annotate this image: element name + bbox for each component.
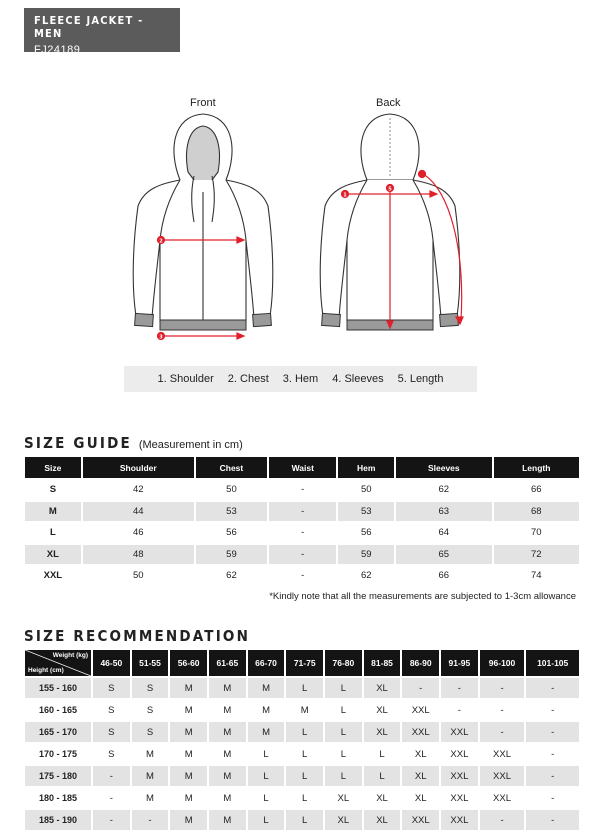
recommended-size-cell: L xyxy=(325,678,362,698)
size-guide-cell: 66 xyxy=(494,480,579,500)
weight-column-header: 76-80 xyxy=(325,650,362,676)
weight-column-header: 56-60 xyxy=(170,650,207,676)
height-range-cell: 155 - 160 xyxy=(25,678,91,698)
recommendation-row xyxy=(25,744,579,764)
height-range-cell: 170 - 175 xyxy=(25,744,91,764)
recommended-size-cell: XXL xyxy=(480,744,525,764)
back-label: Back xyxy=(376,97,401,109)
recommended-size-cell: XXL xyxy=(402,722,439,742)
recommended-size-cell: S xyxy=(132,722,169,742)
size-guide-cell: S xyxy=(25,480,81,500)
recommended-size-cell: - xyxy=(526,700,579,720)
height-range-cell: 185 - 190 xyxy=(25,810,91,830)
size-guide-cell: 68 xyxy=(494,502,579,522)
corner-weight-label: Weight (kg) xyxy=(52,652,88,659)
recommended-size-cell: L xyxy=(325,700,362,720)
recommended-size-cell: M xyxy=(170,722,207,742)
size-guide-cell: 50 xyxy=(196,480,267,500)
recommended-size-cell: M xyxy=(170,678,207,698)
recommended-size-cell: M xyxy=(248,722,285,742)
jacket-front-illustration xyxy=(118,110,288,350)
recommended-size-cell: M xyxy=(209,788,246,808)
recommended-size-cell: S xyxy=(93,722,130,742)
svg-text:5: 5 xyxy=(388,186,392,193)
recommended-size-cell: - xyxy=(93,810,130,830)
recommended-size-cell: L xyxy=(286,744,323,764)
recommended-size-cell: L xyxy=(286,788,323,808)
recommended-size-cell: XXL xyxy=(441,788,478,808)
size-guide-cell: 50 xyxy=(83,566,194,586)
recommended-size-cell: XL xyxy=(364,810,401,830)
rec-corner-cell xyxy=(25,650,91,676)
size-guide-cell: M xyxy=(25,502,81,522)
size-guide-cell: 70 xyxy=(494,523,579,543)
weight-column-header: 91-95 xyxy=(441,650,478,676)
legend-sleeves: 4. Sleeves xyxy=(332,373,384,385)
recommended-size-cell: M xyxy=(170,788,207,808)
recommended-size-cell: XL xyxy=(364,788,401,808)
size-recommendation-title: SIZE RECOMMENDATION xyxy=(24,627,251,645)
recommended-size-cell: - xyxy=(526,810,579,830)
corner-height-label: Height (cm) xyxy=(28,667,64,674)
recommendation-row xyxy=(25,766,579,786)
recommended-size-cell: L xyxy=(325,744,362,764)
recommended-size-cell: - xyxy=(526,678,579,698)
size-guide-cell: - xyxy=(269,523,336,543)
size-guide-cell: - xyxy=(269,480,336,500)
weight-column-header: 46-50 xyxy=(93,650,130,676)
recommended-size-cell: S xyxy=(93,744,130,764)
recommended-size-cell: XL xyxy=(364,678,401,698)
recommended-size-cell: L xyxy=(248,766,285,786)
size-guide-row xyxy=(25,566,579,586)
measurement-legend xyxy=(124,366,477,392)
legend-hem: 3. Hem xyxy=(282,373,319,385)
size-guide-cell: 46 xyxy=(83,523,194,543)
recommended-size-cell: - xyxy=(480,810,525,830)
recommended-size-cell: L xyxy=(248,744,285,764)
recommended-size-cell: M xyxy=(209,678,246,698)
weight-column-header: 61-65 xyxy=(209,650,246,676)
recommended-size-cell: XL xyxy=(402,744,439,764)
product-code: FJ24189 xyxy=(34,44,81,56)
allowance-note: *Kindly note that all the measurements are subjected to 1-3cm allowance xyxy=(269,591,576,602)
recommended-size-cell: S xyxy=(93,678,130,698)
recommended-size-cell: M xyxy=(209,810,246,830)
height-range-cell: 180 - 185 xyxy=(25,788,91,808)
size-guide-cell: 74 xyxy=(494,566,579,586)
size-guide-cell: 56 xyxy=(196,523,267,543)
weight-column-header: 51-55 xyxy=(132,650,169,676)
size-guide-table xyxy=(23,455,581,588)
height-range-cell: 175 - 180 xyxy=(25,766,91,786)
recommended-size-cell: L xyxy=(248,810,285,830)
recommended-size-cell: L xyxy=(364,744,401,764)
recommended-size-cell: L xyxy=(286,766,323,786)
size-guide-cell: 53 xyxy=(338,502,394,522)
recommended-size-cell: L xyxy=(286,678,323,698)
recommended-size-cell: S xyxy=(132,700,169,720)
recommended-size-cell: M xyxy=(209,766,246,786)
size-guide-row xyxy=(25,480,579,500)
size-guide-cell: - xyxy=(269,566,336,586)
recommended-size-cell: - xyxy=(526,788,579,808)
recommended-size-cell: - xyxy=(480,700,525,720)
size-guide-row xyxy=(25,523,579,543)
svg-text:3: 3 xyxy=(159,334,163,341)
recommended-size-cell: XL xyxy=(402,766,439,786)
recommended-size-cell: S xyxy=(132,678,169,698)
size-guide-title: SIZE GUIDE xyxy=(24,434,132,452)
svg-text:1: 1 xyxy=(343,192,347,199)
weight-column-header: 96-100 xyxy=(480,650,525,676)
recommended-size-cell: M xyxy=(170,744,207,764)
recommended-size-cell: - xyxy=(480,678,525,698)
recommended-size-cell: L xyxy=(286,810,323,830)
recommended-size-cell: XXL xyxy=(441,744,478,764)
size-guide-cell: 62 xyxy=(396,480,492,500)
jacket-back-illustration xyxy=(305,110,475,350)
recommended-size-cell: - xyxy=(93,788,130,808)
weight-column-header: 101-105 xyxy=(526,650,579,676)
size-guide-cell: 72 xyxy=(494,545,579,565)
recommended-size-cell: XL xyxy=(325,810,362,830)
size-guide-row xyxy=(25,502,579,522)
recommended-size-cell: S xyxy=(93,700,130,720)
weight-column-header: 86-90 xyxy=(402,650,439,676)
recommended-size-cell: XXL xyxy=(480,766,525,786)
front-label: Front xyxy=(190,97,216,109)
recommended-size-cell: XXL xyxy=(441,810,478,830)
recommended-size-cell: XXL xyxy=(441,722,478,742)
size-guide-cell: 62 xyxy=(196,566,267,586)
recommended-size-cell: XXL xyxy=(402,810,439,830)
size-guide-cell: 53 xyxy=(196,502,267,522)
recommended-size-cell: M xyxy=(248,700,285,720)
recommended-size-cell: XL xyxy=(364,722,401,742)
recommended-size-cell: - xyxy=(132,810,169,830)
size-guide-subtitle: (Measurement in cm) xyxy=(138,439,243,451)
size-guide-column-header: Length xyxy=(494,457,579,478)
size-guide-row xyxy=(25,545,579,565)
recommended-size-cell: M xyxy=(170,810,207,830)
size-guide-cell: XL xyxy=(25,545,81,565)
recommendation-row xyxy=(25,700,579,720)
recommended-size-cell: - xyxy=(441,678,478,698)
recommended-size-cell: L xyxy=(325,722,362,742)
recommended-size-cell: - xyxy=(441,700,478,720)
recommended-size-cell: M xyxy=(209,700,246,720)
height-range-cell: 160 - 165 xyxy=(25,700,91,720)
size-guide-cell: 65 xyxy=(396,545,492,565)
weight-column-header: 71-75 xyxy=(286,650,323,676)
recommended-size-cell: XXL xyxy=(441,766,478,786)
size-guide-cell: 62 xyxy=(338,566,394,586)
size-guide-column-header: Hem xyxy=(338,457,394,478)
recommended-size-cell: M xyxy=(132,788,169,808)
weight-column-header: 81-85 xyxy=(364,650,401,676)
recommended-size-cell: L xyxy=(248,788,285,808)
recommended-size-cell: M xyxy=(209,722,246,742)
weight-column-header: 66-70 xyxy=(248,650,285,676)
recommended-size-cell: XL xyxy=(325,788,362,808)
recommended-size-cell: - xyxy=(93,766,130,786)
recommended-size-cell: - xyxy=(526,744,579,764)
recommended-size-cell: XXL xyxy=(480,788,525,808)
size-guide-column-header: Sleeves xyxy=(396,457,492,478)
size-guide-column-header: Shoulder xyxy=(83,457,194,478)
size-guide-cell: 63 xyxy=(396,502,492,522)
product-title: FLEECE JACKET - MEN xyxy=(34,14,144,40)
recommended-size-cell: M xyxy=(248,678,285,698)
recommended-size-cell: XXL xyxy=(402,700,439,720)
recommended-size-cell: M xyxy=(132,766,169,786)
recommended-size-cell: - xyxy=(480,722,525,742)
recommended-size-cell: - xyxy=(526,722,579,742)
recommended-size-cell: L xyxy=(325,766,362,786)
recommended-size-cell: M xyxy=(286,700,323,720)
size-guide-cell: - xyxy=(269,502,336,522)
size-guide-cell: L xyxy=(25,523,81,543)
size-guide-column-header: Chest xyxy=(196,457,267,478)
size-guide-cell: 50 xyxy=(338,480,394,500)
product-header xyxy=(24,8,180,56)
recommended-size-cell: - xyxy=(526,766,579,786)
recommended-size-cell: XL xyxy=(364,700,401,720)
size-guide-cell: 44 xyxy=(83,502,194,522)
size-guide-column-header: Waist xyxy=(269,457,336,478)
size-guide-heading xyxy=(24,434,243,452)
recommendation-row xyxy=(25,788,579,808)
recommended-size-cell: - xyxy=(402,678,439,698)
legend-shoulder: 1. Shoulder xyxy=(157,373,214,385)
size-guide-cell: - xyxy=(269,545,336,565)
size-guide-column-header: Size xyxy=(25,457,81,478)
legend-chest: 2. Chest xyxy=(227,373,269,385)
size-guide-cell: 56 xyxy=(338,523,394,543)
legend-length: 5. Length xyxy=(397,373,444,385)
recommended-size-cell: XL xyxy=(402,788,439,808)
recommendation-row xyxy=(25,810,579,830)
svg-text:2: 2 xyxy=(159,238,163,245)
recommended-size-cell: M xyxy=(209,744,246,764)
recommendation-row xyxy=(25,722,579,742)
size-recommendation-table xyxy=(23,648,581,832)
size-guide-cell: 48 xyxy=(83,545,194,565)
size-guide-cell: 64 xyxy=(396,523,492,543)
size-guide-cell: 59 xyxy=(338,545,394,565)
size-guide-cell: 59 xyxy=(196,545,267,565)
recommended-size-cell: L xyxy=(364,766,401,786)
recommended-size-cell: L xyxy=(286,722,323,742)
recommended-size-cell: M xyxy=(170,766,207,786)
size-guide-cell: XXL xyxy=(25,566,81,586)
recommendation-row xyxy=(25,678,579,698)
size-guide-cell: 42 xyxy=(83,480,194,500)
recommended-size-cell: M xyxy=(170,700,207,720)
size-guide-cell: 66 xyxy=(396,566,492,586)
height-range-cell: 165 - 170 xyxy=(25,722,91,742)
recommended-size-cell: M xyxy=(132,744,169,764)
